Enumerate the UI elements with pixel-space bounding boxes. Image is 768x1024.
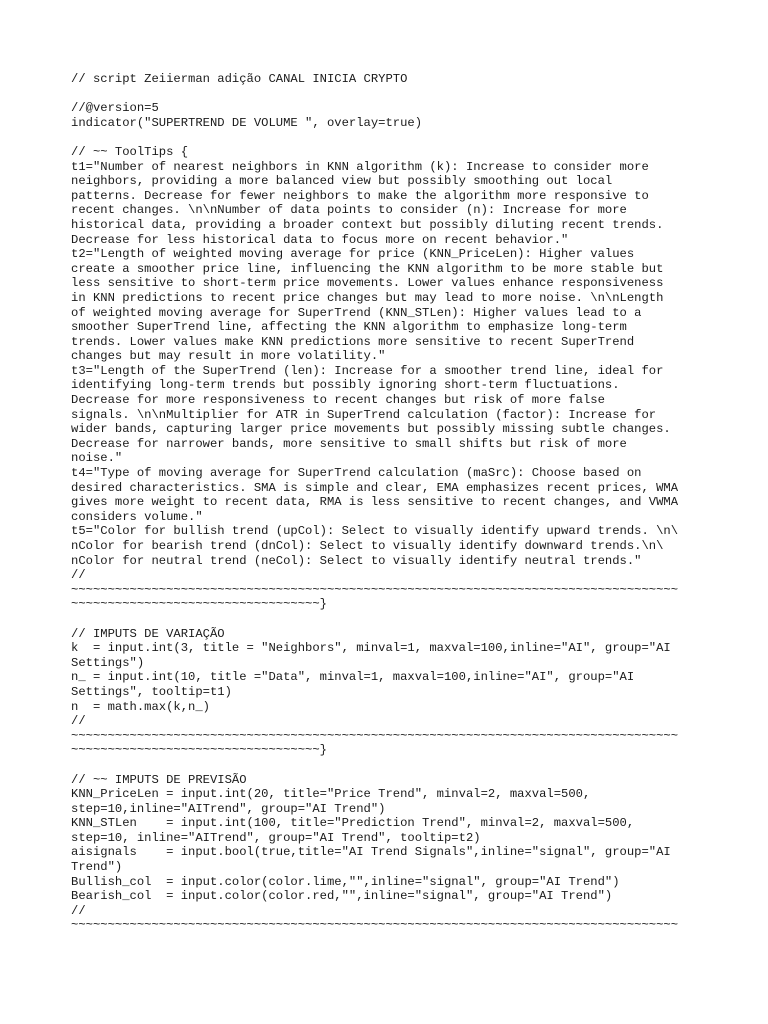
- code-line: // ~~ ToolTips {: [71, 144, 189, 159]
- code-line: Settings"): [71, 655, 145, 670]
- code-line: gives more weight to recent data, RMA is less sensitive to recent changes, and VWMA: [71, 495, 679, 510]
- code-line: KNN_PriceLen = input.int(20, title="Price Trend", minval=2, maxval=500,: [71, 787, 591, 802]
- code-line: less sensitive to short-term price movements. Lower values enhance responsiveness: [71, 276, 664, 291]
- code-line: of weighted moving average for SuperTrend (KNN_STLen): Higher values lead to a: [71, 305, 642, 320]
- code-line: Decrease for less historical data to focus more on recent behavior.": [71, 232, 569, 247]
- blank-line: [71, 758, 701, 773]
- code-line: t4="Type of moving average for SuperTrend calculation (maSrc): Choose based on: [71, 466, 642, 481]
- code-line: noise.": [71, 451, 123, 466]
- code-line: KNN_STLen = input.int(100, title="Prediction Trend", minval=2, maxval=500,: [71, 816, 635, 831]
- code-line: //@version=5: [71, 101, 159, 116]
- blank-line: [71, 87, 701, 102]
- code-line: patterns. Decrease for fewer neighbors to make the algorithm more responsive to: [71, 188, 649, 203]
- code-line: n_ = input.int(10, title ="Data", minval=1, maxval=100,inline="AI", group="AI: [71, 670, 635, 685]
- code-line: ~~~~~~~~~~~~~~~~~~~~~~~~~~~~~~~~~~~~~~~~~~~~~~~~~~~~~~~~~~~~~~~~~~~~~~~~~~~~~~~~~~~: [71, 918, 679, 933]
- code-line: Decrease for narrower bands, more sensitive to small shifts but risk of more: [71, 436, 627, 451]
- code-line: k = input.int(3, title = "Neighbors", minval=1, maxval=100,inline="AI", group="AI: [71, 641, 671, 656]
- code-line: create a smoother price line, influencing the KNN algorithm to be more stable but: [71, 261, 664, 276]
- code-line: considers volume.": [71, 509, 203, 524]
- blank-line: [71, 612, 701, 627]
- code-line: desired characteristics. SMA is simple and clear, EMA emphasizes recent prices, WMA: [71, 480, 679, 495]
- code-line: //: [71, 568, 86, 583]
- code-line: historical data, providing a broader context but possibly diluting recent trends.: [71, 217, 664, 232]
- code-line: Trend"): [71, 860, 123, 875]
- code-line: nColor for bearish trend (dnCol): Select to visually identify downward trends.\n\: [71, 539, 664, 553]
- code-line: smoother SuperTrend line, affecting the KNN algorithm to emphasize long-term: [71, 320, 627, 335]
- code-line: t2="Length of weighted moving average for price (KNN_PriceLen): Higher values: [71, 247, 635, 262]
- code-line: ~~~~~~~~~~~~~~~~~~~~~~~~~~~~~~~~~~}: [71, 597, 327, 612]
- code-line: //: [71, 903, 86, 918]
- code-line: ~~~~~~~~~~~~~~~~~~~~~~~~~~~~~~~~~~~~~~~~~~~~~~~~~~~~~~~~~~~~~~~~~~~~~~~~~~~~~~~~~~~: [71, 582, 679, 597]
- code-line: // IMPUTS DE VARIAÇÃO: [71, 626, 225, 641]
- code-line: step=10,inline="AITrend", group="AI Trend"): [71, 801, 386, 816]
- code-line: ~~~~~~~~~~~~~~~~~~~~~~~~~~~~~~~~~~}: [71, 743, 327, 758]
- code-line: // ~~ IMPUTS DE PREVISÃO: [71, 772, 247, 787]
- code-line: //: [71, 714, 86, 729]
- code-line: indicator("SUPERTREND DE VOLUME ", overlay=true): [71, 115, 423, 130]
- blank-line: [71, 130, 701, 145]
- code-line: nColor for neutral trend (neCol): Select to visually identify neutral trends.": [71, 553, 642, 568]
- code-line: in KNN predictions to recent price changes but may lead to more noise. \n\nLength: [71, 290, 664, 305]
- code-line: neighbors, providing a more balanced view but possibly smoothing out local: [71, 174, 613, 189]
- code-line: Decrease for more responsiveness to recent changes but risk of more false: [71, 393, 605, 408]
- code-line: Settings", tooltip=t1): [71, 684, 232, 699]
- code-line: t5="Color for bullish trend (upCol): Select to visually identify upward trends. \n\: [71, 524, 679, 539]
- code-line: aisignals = input.bool(true,title="AI Trend Signals",inline="signal", group="AI: [71, 845, 671, 860]
- code-line: Bullish_col = input.color(color.lime,"",inline="signal", group="AI Trend"): [71, 874, 620, 889]
- code-line: recent changes. \n\nNumber of data points to consider (n): Increase for more: [71, 203, 627, 218]
- code-line: ~~~~~~~~~~~~~~~~~~~~~~~~~~~~~~~~~~~~~~~~~~~~~~~~~~~~~~~~~~~~~~~~~~~~~~~~~~~~~~~~~~~: [71, 728, 679, 743]
- code-line: identifying long-term trends but possibly ignoring short-term fluctuations.: [71, 378, 620, 393]
- code-line: step=10, inline="AITrend", group="AI Trend", tooltip=t2): [71, 830, 481, 845]
- code-line: trends. Lower values make KNN predictions more sensitive to recent SuperTrend: [71, 334, 635, 349]
- code-line: wider bands, capturing larger price movements but possibly missing subtle changes.: [71, 422, 671, 437]
- code-line: Bearish_col = input.color(color.red,"",inline="signal", group="AI Trend"): [71, 889, 613, 904]
- code-line: changes but may result in more volatility.": [71, 349, 386, 364]
- document-page: [71, 72, 701, 933]
- code-line: t3="Length of the SuperTrend (len): Increase for a smoother trend line, ideal for: [71, 363, 664, 378]
- code-line: // script Zeiierman adição CANAL INICIA CRYPTO: [71, 72, 408, 86]
- code-line: n = math.max(k,n_): [71, 699, 210, 714]
- code-line: t1="Number of nearest neighbors in KNN algorithm (k): Increase to consider more: [71, 159, 649, 174]
- code-line: signals. \n\nMultiplier for ATR in SuperTrend calculation (factor): Increase for: [71, 407, 657, 422]
